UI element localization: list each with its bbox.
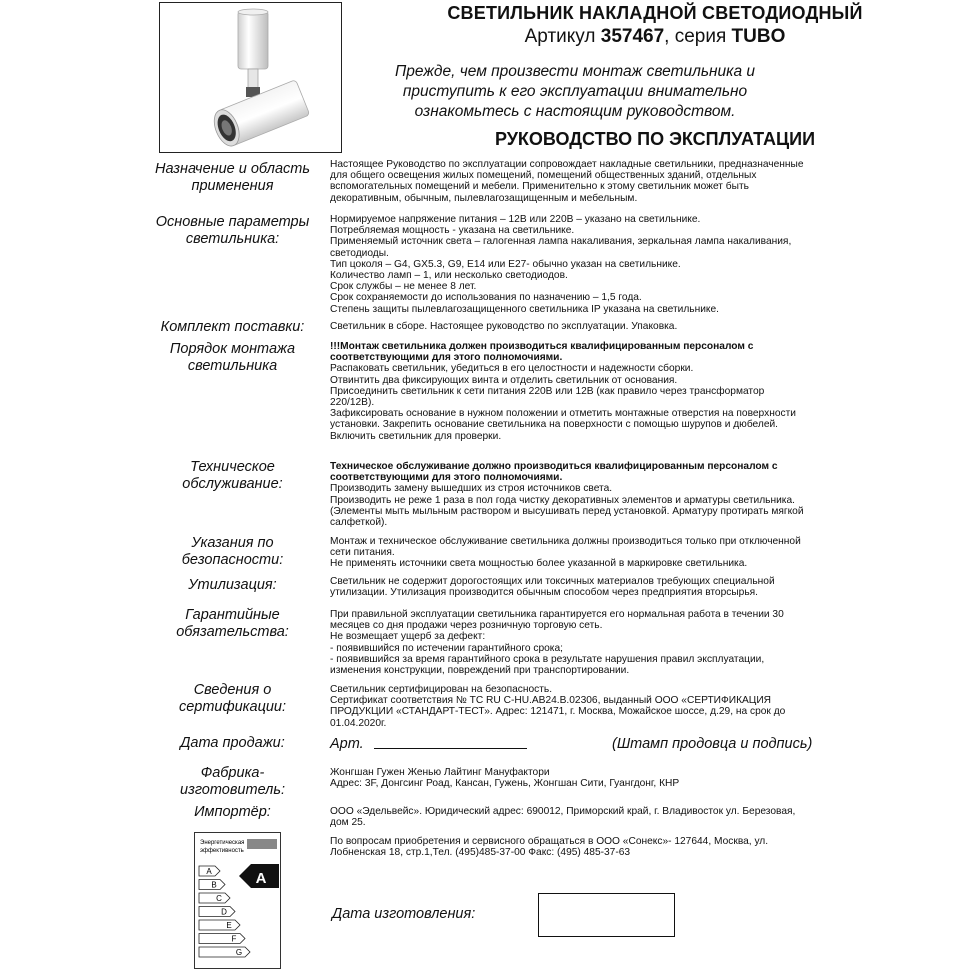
article-number: 357467 — [600, 26, 665, 47]
sale-art-input-line[interactable] — [374, 748, 527, 749]
energy-class-letter-a: A — [206, 867, 212, 877]
energy-class-letter-c: C — [216, 894, 222, 904]
energy-class-chart — [195, 833, 282, 970]
param-line: Тип цоколя – G4, GX5.3, G9, E14 или E27- обычно указан на светильнике. — [330, 258, 681, 270]
text-mounting — [330, 341, 810, 442]
param-line: Потребляемая мощность - указана на светильнике. — [330, 225, 575, 237]
intro-warning: Прежде, чем произвести монтаж светильника и приступить к его эксплуатации внимательно ознакомьтесь с настоящим руководством. — [394, 63, 756, 120]
manual-title: РУКОВОДСТВО ПО ЭКСПЛУАТАЦИИ — [494, 129, 816, 149]
safety-line: Монтаж и техническое обслуживание светильника должны производиться только при отключенной сети питания. — [330, 536, 801, 559]
energy-class-bar-f — [199, 934, 245, 944]
energy-class-letter-e: E — [226, 921, 232, 931]
text-service: По вопросам приобретения и сервисного обращаться в ООО «Сонекс»- 127644, Москва, ул. Лобненская 18, стр.1,Тел. (495)485-37-00 Факс: (495) 485-37-63 — [330, 836, 769, 859]
maintenance-warning: Техническое обслуживание должно производиться квалифицированным персоналом с соответствующими для этого полномочиями. — [330, 461, 778, 484]
warranty-line: - появившийся по истечении гарантийного срока; — [330, 642, 563, 654]
label-factory: Фабрика-изготовитель: — [180, 765, 285, 798]
series-name: TUBO — [731, 26, 786, 47]
param-line: Срок службы – не менее 8 лет. — [330, 281, 477, 293]
text-safety — [330, 536, 810, 570]
sale-art-label: Арт. — [330, 736, 364, 752]
energy-class-letter-d: D — [221, 907, 227, 917]
certification-line: Сертификат соответствия № ТС RU C-HU.AB24.B.02306, выданный ООО «СЕРТИФИКАЦИЯ ПРОДУКЦИИ «СТАНДАРТ-ТЕСТ». Адрес: 121471, г. Москва, Можайское шоссе, д.29, на срок до 01.04.2020г. — [330, 695, 786, 729]
energy-title-line2: эффективность — [200, 848, 244, 854]
maintenance-line: Производить не реже 1 раза в пол года чистку декоративных элементов и арматуры светильника. (Элементы мыть мыльным раствором и высушивать перед установкой. Арматуру протирать мягкой салфеткой). — [330, 494, 804, 529]
label-certification: Сведения о сертификации: — [178, 682, 287, 715]
manufacture-date-box[interactable] — [538, 893, 675, 937]
text-kit: Светильник в сборе. Настоящее руководство по эксплуатации. Упаковка. — [330, 321, 678, 332]
mounting-warning: !!!Монтаж светильника должен производиться квалифицированным персоналом с соответствующими для этого полномочиями. — [330, 341, 754, 364]
energy-class-letter-b: B — [211, 880, 217, 890]
text-factory — [330, 767, 810, 789]
label-maintenance: Техническое обслуживание: — [182, 459, 283, 492]
param-line: Количество ламп – 1, или несколько светодиодов. — [330, 270, 568, 282]
energy-class-bar-e — [199, 920, 240, 930]
label-safety: Указания по безопасности: — [181, 535, 284, 568]
label-sale-date: Дата продажи: — [180, 735, 285, 751]
mounting-step: Распаковать светильник, убедиться в его целостности и надежности сборки. — [330, 363, 694, 375]
label-disposal: Утилизация: — [188, 577, 277, 593]
mounting-step: Отвинтить два фиксирующих винта и отделить светильник от основания. — [330, 374, 678, 386]
text-disposal: Светильник не содержит дорогостоящих или токсичных материалов требующих специальной утилизации. Утилизация производится обычным способом через предприятия вторсырья. — [330, 576, 775, 599]
energy-class-letter-g: G — [235, 948, 243, 958]
text-certification — [330, 684, 810, 729]
energy-class-bar-g — [199, 947, 250, 957]
energy-class-letter-f: F — [231, 934, 237, 944]
article-line — [345, 26, 965, 48]
energy-class-bar-d — [199, 907, 235, 917]
energy-rating-letter: A — [255, 870, 267, 887]
label-mounting: Порядок монтажа светильника — [169, 341, 296, 374]
mounting-step: Включить светильник для проверки. — [330, 430, 502, 442]
certification-line: Светильник сертифицирован на безопасность. — [330, 684, 553, 695]
text-maintenance — [330, 461, 810, 528]
param-line: Применяемый источник света – галогенная лампа накаливания, зеркальная лампа накаливания, светодиоды. — [330, 236, 792, 259]
maintenance-line: Производить замену вышедших из строя источников света. — [330, 483, 613, 495]
mounting-step: Зафиксировать основание в нужном положении и отметить монтажные отверстия на поверхности установки. Закрепить основание светильника на поверхности с помощью шурупов и дюбелей. — [330, 408, 796, 431]
energy-title-line1: Энергетическая — [200, 840, 245, 846]
article-prefix: Артикул — [524, 26, 596, 47]
text-params — [330, 214, 810, 315]
text-importer: ООО «Эдельвейс». Юридический адрес: 690012, Приморский край, г. Владивосток ул. Березовая, дом 25. — [330, 806, 796, 829]
energy-title-bar — [247, 839, 277, 849]
warranty-line: Не возмещает ущерб за дефект: — [330, 631, 486, 643]
param-line: Нормируемое напряжение питания – 12В или 220В – указано на светильнике. — [330, 214, 701, 225]
manufacture-date-label: Дата изготовления: — [332, 906, 476, 922]
label-params: Основные параметры светильника: — [155, 214, 310, 247]
factory-line: Адрес: 3F, Донгсинг Роад, Кансан, Гужень, Жонгшан Сити, Гуангдонг, КНР — [330, 778, 680, 790]
param-line: Срок сохраняемости до использования по назначению – 1,5 года. — [330, 292, 642, 304]
tube-spotlight-illustration — [160, 3, 341, 152]
label-kit: Комплект поставки: — [160, 319, 305, 335]
label-warranty: Гарантийные обязательства: — [176, 607, 289, 640]
text-warranty — [330, 609, 810, 676]
energy-class-bar-c — [199, 893, 230, 903]
warranty-line: - появившийся за время гарантийного срока в результате нарушения правил эксплуатации, изменения конструкции, повреждений при транспортировании. — [330, 653, 765, 677]
product-title: СВЕТИЛЬНИК НАКЛАДНОЙ СВЕТОДИОДНЫЙ — [447, 3, 863, 23]
product-photo — [159, 2, 342, 153]
mounting-step: Присоединить светильник к сети питания 220В или 12В (как правило через трансформатор 220/12В). — [330, 385, 765, 409]
param-line: Степень защиты пылевлагозащищенного светильника IP указана на светильнике. — [330, 303, 719, 315]
label-importer: Импортёр: — [194, 804, 271, 820]
text-purpose: Настоящее Руководство по эксплуатации сопровождает накладные светильники, предназначенные для общего освещения жилых помещений, помещений общественных зданий, отдельных вспомогательных помещений и мебели. Применительно к этому светильник может быть декоративным, обычным, пылевлагозащищенным и мебельным. — [330, 159, 804, 204]
series-prefix: , серия — [664, 26, 727, 47]
warranty-line: При правильной эксплуатации светильника гарантируется его нормальная работа в течении 30 месяцев со дня продажи через розничную торговую сеть. — [330, 609, 784, 632]
safety-line: Не применять источники света мощностью более указанной в маркировке светильника. — [330, 558, 748, 570]
label-purpose: Назначение и область применения — [155, 161, 310, 194]
factory-line: Жонгшан Гужен Женью Лайтинг Мануфактори — [330, 767, 550, 778]
seller-stamp-label: (Штамп продовца и подпись) — [612, 736, 813, 752]
energy-efficiency-label — [194, 832, 281, 969]
